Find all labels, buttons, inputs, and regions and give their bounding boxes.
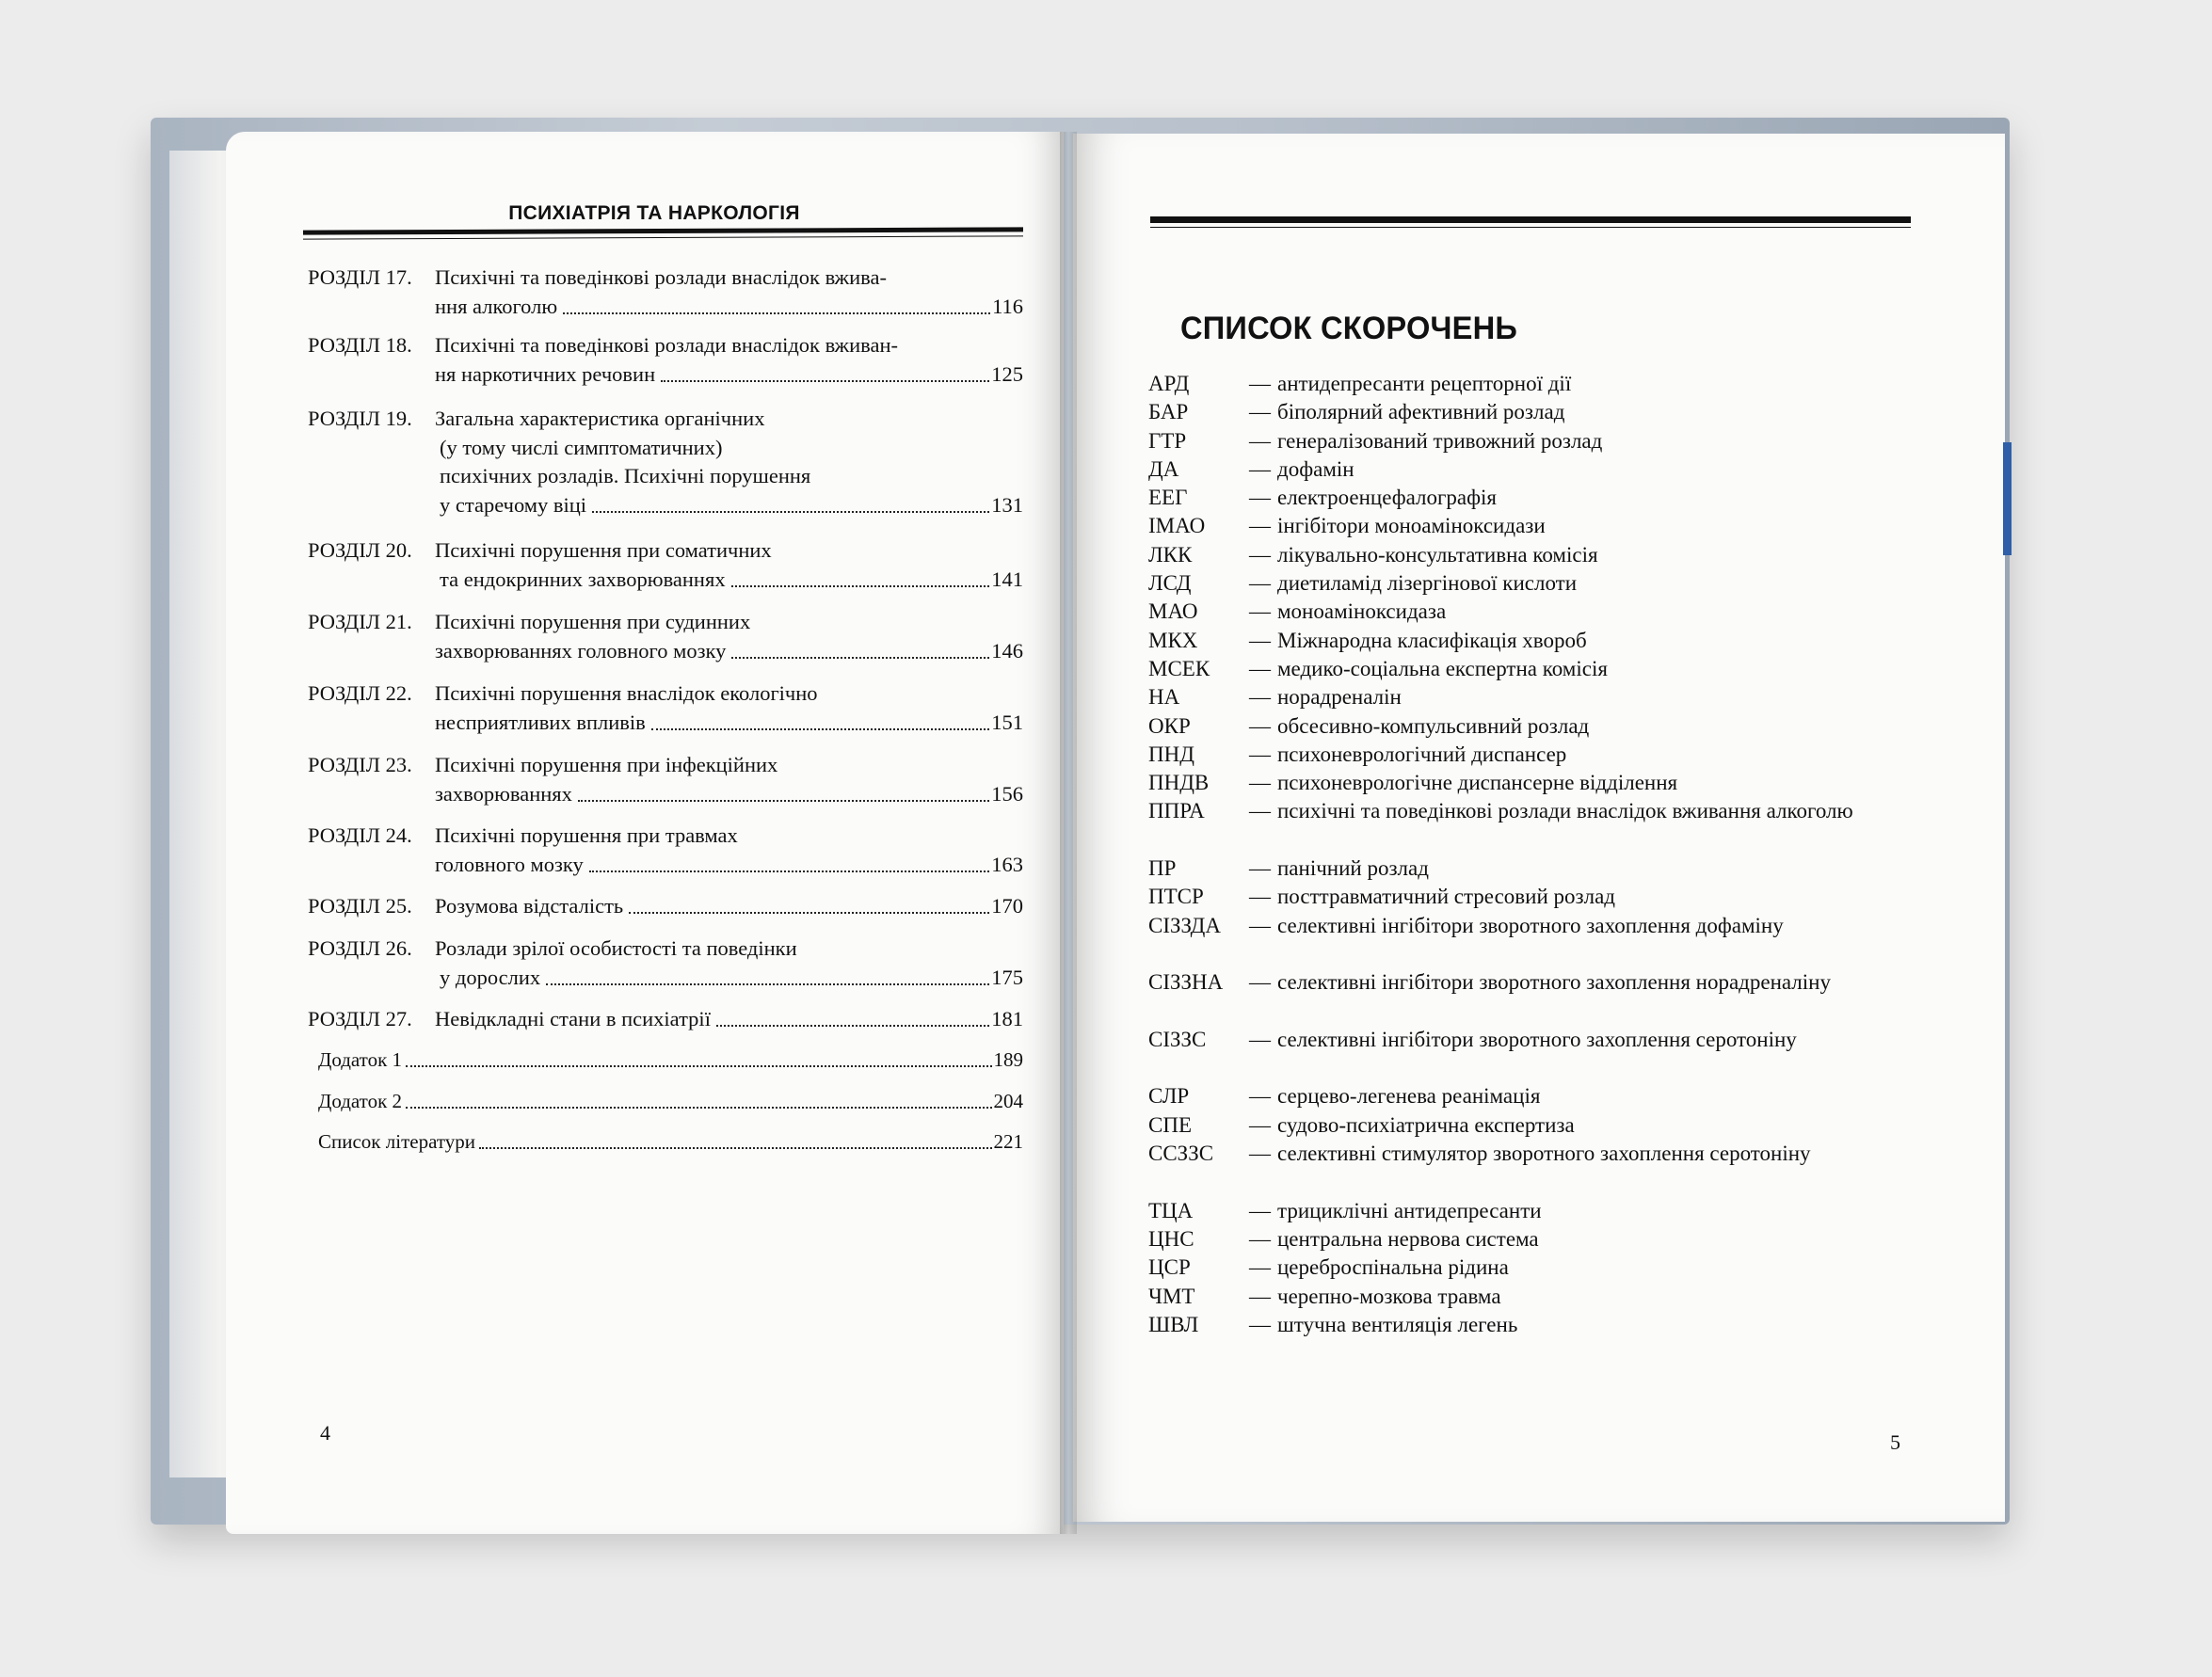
abbreviation-code: СІЗЗС	[1148, 1027, 1207, 1051]
toc-leader-dots	[406, 1065, 991, 1067]
toc-page-number: 156	[991, 781, 1023, 806]
toc-leader-dots	[629, 912, 989, 914]
abbreviation-definition: норадреналін	[1277, 685, 1402, 710]
abbreviation-row	[1148, 912, 1901, 969]
toc-chapter-title-line: захворюваннях головного мозку	[435, 638, 727, 663]
abbreviation-dash: —	[1249, 742, 1271, 766]
abbreviation-definition: селективні інгібітори зворотного захоплення серотоніну	[1277, 1027, 1797, 1051]
abbreviation-definition: цереброспінальна рідина	[1277, 1255, 1509, 1280]
abbreviation-definition: серцево-легенева реанімація	[1277, 1084, 1541, 1109]
abbreviation-code: СЛР	[1148, 1084, 1190, 1109]
toc-chapter-number: РОЗДІЛ 26.	[308, 936, 412, 960]
abbreviation-row	[1148, 627, 1901, 655]
abbreviation-definition: інгібітори моноаміноксидази	[1277, 514, 1546, 538]
abbreviation-dash: —	[1249, 1112, 1271, 1137]
toc-leader-dots	[406, 1107, 991, 1109]
toc-chapter-number: РОЗДІЛ 27.	[308, 1007, 412, 1030]
abbreviation-row	[1148, 683, 1901, 711]
abbreviation-code: ЦСР	[1148, 1255, 1191, 1280]
abbreviation-row	[1148, 1026, 1901, 1083]
abbreviation-row	[1148, 598, 1901, 626]
abbreviation-code: ЛКК	[1148, 542, 1193, 567]
abbreviation-dash: —	[1249, 1312, 1271, 1336]
toc-chapter-title-line: та ендокринних захворюваннях	[440, 567, 726, 591]
abbreviation-row	[1148, 1225, 1901, 1254]
toc-chapter-number: РОЗДІЛ 18.	[308, 333, 412, 357]
toc-page-number: 189	[993, 1048, 1023, 1071]
toc-chapter-title-line: Психічні порушення при травмах	[435, 823, 738, 847]
title-rule	[1150, 216, 1911, 223]
abbreviation-dash: —	[1249, 486, 1271, 510]
abbreviations-list	[1148, 370, 1901, 1339]
running-head: ПСИХІАТРІЯ ТА НАРКОЛОГІЯ	[508, 202, 800, 224]
abbreviation-row	[1148, 769, 1901, 797]
toc-chapter-number: РОЗДІЛ 22.	[308, 681, 412, 705]
toc-chapter-number: РОЗДІЛ 25.	[308, 894, 412, 918]
abbreviation-row	[1148, 712, 1901, 741]
abbreviation-dash: —	[1249, 1027, 1271, 1051]
abbreviation-row	[1148, 427, 1901, 455]
toc-leader-dots	[651, 728, 989, 730]
abbreviation-code: ІМАО	[1148, 514, 1206, 538]
toc-page-number: 221	[993, 1130, 1023, 1153]
toc-chapter-title-line: Розлади зрілої особистості та поведінки	[435, 936, 797, 960]
abbreviation-definition: психоневрологічне диспансерне відділення	[1277, 771, 1678, 795]
abbreviation-row	[1148, 484, 1901, 512]
toc-chapter-number: РОЗДІЛ 17.	[308, 265, 412, 289]
edge-marker	[2003, 442, 2012, 555]
toc-page-number: 125	[991, 361, 1023, 386]
toc-chapter-number: РОЗДІЛ 20.	[308, 538, 412, 562]
abbreviation-code: ССЗЗС	[1148, 1142, 1214, 1166]
abbreviation-dash: —	[1249, 1142, 1271, 1166]
abbreviation-dash: —	[1249, 799, 1271, 823]
toc-leader-dots	[589, 870, 989, 872]
abbreviation-row	[1148, 1311, 1901, 1339]
toc-leader-dots	[592, 511, 989, 513]
abbreviation-definition: диетиламід лізергінової кислоти	[1277, 571, 1578, 596]
toc-appendix-label: Додаток 1	[318, 1048, 403, 1071]
abbreviation-dash: —	[1249, 542, 1271, 567]
abbreviation-dash: —	[1249, 599, 1271, 624]
toc-appendix-label: Додаток 2	[318, 1090, 403, 1112]
toc-page-number: 151	[991, 710, 1023, 734]
toc-leader-dots	[731, 585, 990, 587]
abbreviation-row	[1148, 370, 1901, 398]
toc-chapter-title-line: Психічні порушення при соматичних	[435, 538, 772, 562]
toc-chapter-title-line: несприятливих впливів	[435, 710, 646, 734]
book-spine-shadow	[1060, 132, 1077, 1534]
abbreviation-row	[1148, 541, 1901, 569]
abbreviation-dash: —	[1249, 885, 1271, 909]
abbreviation-dash: —	[1249, 514, 1271, 538]
toc-chapter-number: РОЗДІЛ 19.	[308, 407, 412, 430]
abbreviation-code: ГТР	[1148, 428, 1187, 453]
toc-chapter-title-line: ння алкоголю	[435, 294, 558, 318]
abbreviation-code: ЛСД	[1148, 571, 1192, 596]
abbreviations-title: СПИСОК СКОРОЧЕНЬ	[1180, 311, 1518, 346]
abbreviation-code: ПТСР	[1148, 885, 1204, 909]
abbreviation-row	[1148, 883, 1901, 911]
abbreviation-definition: трициклічні антидепресанти	[1277, 1198, 1542, 1222]
toc-page-number: 141	[991, 567, 1023, 591]
abbreviation-definition: біполярний афективний розлад	[1277, 400, 1565, 424]
abbreviation-code: ШВЛ	[1148, 1312, 1199, 1336]
abbreviation-row	[1148, 398, 1901, 426]
abbreviation-code: ЦНС	[1148, 1226, 1194, 1251]
toc-chapter-title-line: Психічні порушення внаслідок екологічно	[435, 681, 818, 705]
toc-leader-dots	[578, 800, 989, 802]
abbreviation-definition: штучна вентиляція легень	[1277, 1312, 1518, 1336]
title-rule-thin	[1150, 227, 1911, 228]
toc-chapter-title-line: Психічні та поведінкові розлади внаслідок вживан-	[435, 333, 898, 357]
toc-chapter-number: РОЗДІЛ 23.	[308, 753, 412, 776]
abbreviation-dash: —	[1249, 428, 1271, 453]
abbreviation-definition: посттравматичний стресовий розлад	[1277, 885, 1615, 909]
abbreviation-row	[1148, 741, 1901, 769]
page-number-left: 4	[320, 1421, 330, 1445]
abbreviation-code: ЧМТ	[1148, 1284, 1195, 1308]
toc-leader-dots	[563, 312, 990, 314]
abbreviation-code: ТЦА	[1148, 1198, 1194, 1222]
abbreviation-row	[1148, 1197, 1901, 1225]
abbreviation-dash: —	[1249, 1084, 1271, 1109]
abbreviation-code: БАР	[1148, 400, 1189, 424]
abbreviation-row	[1148, 854, 1901, 883]
abbreviation-definition: моноаміноксидаза	[1277, 599, 1447, 624]
toc-page-number: 175	[991, 965, 1023, 989]
toc-leader-dots	[731, 657, 989, 659]
toc-chapter-title-line: Психічні порушення при судинних	[435, 610, 751, 633]
abbreviation-definition: селективні стимулятор зворотного захоплення серотоніну	[1277, 1142, 1811, 1166]
abbreviation-definition: черепно-мозкова травма	[1277, 1284, 1501, 1308]
abbreviation-dash: —	[1249, 713, 1271, 738]
toc-leader-dots	[716, 1025, 989, 1027]
abbreviation-row	[1148, 512, 1901, 540]
abbreviation-definition: селективні інгібітори зворотного захоплення норадреналіну	[1277, 970, 1831, 995]
abbreviation-dash: —	[1249, 771, 1271, 795]
toc-chapter-title-line: у старечому віці	[440, 492, 587, 517]
abbreviation-code: ДА	[1148, 456, 1179, 481]
abbreviation-row	[1148, 1140, 1901, 1197]
abbreviation-dash: —	[1249, 913, 1271, 937]
toc-page-number: 163	[991, 852, 1023, 876]
abbreviation-dash: —	[1249, 656, 1271, 680]
abbreviation-code: МСЕК	[1148, 656, 1210, 680]
abbreviation-code: МАО	[1148, 599, 1198, 624]
abbreviation-definition: судово-психіатрична експертиза	[1277, 1112, 1575, 1137]
abbreviation-definition: обсесивно-компульсивний розлад	[1277, 713, 1590, 738]
abbreviation-definition: генералізований тривожний розлад	[1277, 428, 1603, 453]
abbreviation-code: АРД	[1148, 372, 1190, 395]
abbreviation-code: ОКР	[1148, 713, 1191, 738]
abbreviation-dash: —	[1249, 1226, 1271, 1251]
abbreviation-row	[1148, 1254, 1901, 1282]
abbreviation-code: МКХ	[1148, 628, 1198, 652]
toc-appendix-label: Список літератури	[318, 1130, 475, 1153]
toc-chapter-title-line: захворюваннях	[435, 781, 572, 806]
abbreviation-code: СПЕ	[1148, 1112, 1192, 1137]
abbreviation-definition: електроенцефалографія	[1277, 486, 1497, 510]
abbreviation-code: ЕЕГ	[1148, 486, 1188, 510]
toc-chapter-title-line: головного мозку	[435, 852, 584, 876]
toc-chapter-title-line: Загальна характеристика органічних	[435, 407, 765, 430]
abbreviation-code: ПР	[1148, 856, 1177, 881]
abbreviation-row	[1148, 455, 1901, 484]
abbreviation-row	[1148, 1082, 1901, 1110]
abbreviation-definition: медико-соціальна експертна комісія	[1277, 656, 1608, 680]
toc-page-number: 170	[991, 894, 1023, 918]
toc-chapter-title-line: Психічні та поведінкові розлади внаслідок вжива-	[435, 265, 887, 289]
toc-chapter-title-line: психічних розладів. Психічні порушення	[440, 464, 811, 487]
abbreviation-dash: —	[1249, 571, 1271, 596]
abbreviation-definition: антидепресанти рецепторної дії	[1277, 372, 1572, 395]
abbreviation-code: ППРА	[1148, 799, 1205, 823]
toc-chapter-title-line: (у тому числі симптоматичних)	[440, 435, 723, 459]
toc-chapter-number: РОЗДІЛ 24.	[308, 823, 412, 847]
abbreviation-dash: —	[1249, 400, 1271, 424]
abbreviation-dash: —	[1249, 970, 1271, 995]
abbreviation-definition: Міжнародна класифікація хвороб	[1277, 628, 1587, 652]
abbreviation-code: СІЗЗНА	[1148, 970, 1224, 995]
abbreviation-code: ПНД	[1148, 742, 1194, 766]
abbreviation-dash: —	[1249, 1198, 1271, 1222]
abbreviation-row	[1148, 1283, 1901, 1311]
abbreviation-definition: лікувально-консультативна комісія	[1277, 542, 1598, 567]
abbreviation-code: НА	[1148, 685, 1180, 710]
abbreviation-row	[1148, 655, 1901, 683]
toc-chapter-title-line: Невідкладні стани в психіатрії	[435, 1007, 711, 1030]
abbreviation-dash: —	[1249, 628, 1271, 652]
toc-chapter-number: РОЗДІЛ 21.	[308, 610, 412, 633]
abbreviation-definition: панічний розлад	[1277, 856, 1429, 881]
abbreviation-code: СІЗЗДА	[1148, 913, 1221, 937]
toc-chapter-title-line: Психічні порушення при інфекційних	[435, 753, 778, 776]
abbreviation-definition: психічні та поведінкові розлади внаслідок вживання алкоголю	[1277, 799, 1853, 823]
toc-page-number: 146	[991, 638, 1023, 663]
abbreviation-row	[1148, 968, 1901, 1026]
toc-leader-dots	[661, 380, 989, 382]
abbreviation-definition: психоневрологічний диспансер	[1277, 742, 1567, 766]
page-number-right: 5	[1890, 1430, 1900, 1454]
toc-chapter-title-line: ня наркотичних речовин	[435, 361, 656, 386]
toc-page-number: 181	[991, 1007, 1023, 1030]
abbreviation-dash: —	[1249, 856, 1271, 881]
toc-page-number: 131	[991, 492, 1023, 517]
abbreviation-definition: центральна нервова система	[1277, 1226, 1539, 1251]
abbreviation-row	[1148, 797, 1901, 854]
abbreviation-code: ПНДВ	[1148, 771, 1210, 795]
abbreviation-dash: —	[1249, 1284, 1271, 1308]
toc-chapter-title-line: у дорослих	[440, 965, 541, 989]
abbreviation-definition: дофамін	[1277, 456, 1354, 481]
abbreviation-definition: селективні інгібітори зворотного захоплення дофаміну	[1277, 913, 1784, 937]
abbreviation-row	[1148, 569, 1901, 598]
abbreviation-dash: —	[1249, 456, 1271, 481]
toc-page-number: 116	[992, 294, 1023, 318]
toc-page-number: 204	[993, 1090, 1023, 1112]
abbreviation-dash: —	[1249, 1255, 1271, 1280]
toc-leader-dots	[479, 1147, 992, 1149]
abbreviation-row	[1148, 1111, 1901, 1140]
toc-chapter-title-line: Розумова відсталість	[435, 894, 624, 918]
toc-leader-dots	[546, 983, 989, 985]
abbreviation-dash: —	[1249, 372, 1271, 395]
abbreviation-dash: —	[1249, 685, 1271, 710]
